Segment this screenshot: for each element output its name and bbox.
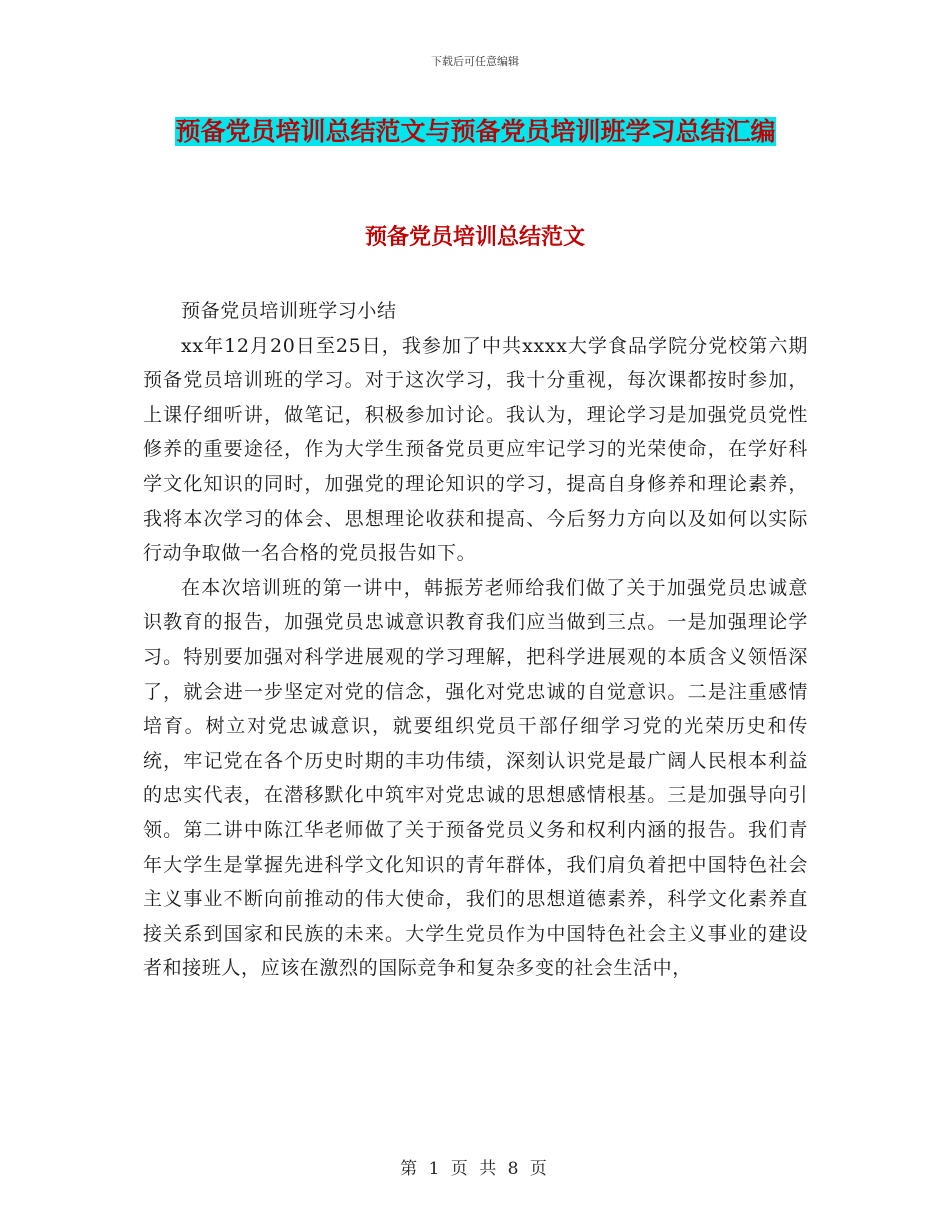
paragraph: 预备党员培训班学习小结 <box>181 300 397 322</box>
section-title: 预备党员培训总结范文 <box>364 225 585 250</box>
page-header-note: 下载后可任意编辑 <box>431 55 519 68</box>
paragraph: xx年12月20日至25日，我参加了中共xxxx大学食品学院分党校第六期预备党员培训班的学习。对于这次学习，我十分重视，每次课都按时参加，上课仔细听讲，做笔记，积极参加讨论。我认为，理论学习是加强党员党性修养的重要途径，作为大学生预备党员更应牢记学习的光荣使命，在学好科学文化知识的同时，加强党的理论知识的学习，提高自身修养和理论素养，我将本次学习的体会、思想理论收获和提高、今后努力方向以及如何以实际行动争取做一名合格的党员报告如下。 <box>143 334 808 565</box>
main-title-text: 预备党员培训总结范文与预备党员培训班学习总结汇编 <box>175 117 776 146</box>
document-main-title <box>143 110 808 154</box>
page-footer-pagination: 第 1 页 共 8 页 <box>400 1159 550 1179</box>
paragraph: 在本次培训班的第一讲中，韩振芳老师给我们做了关于加强党员忠诚意识教育的报告，加强党员忠诚意识教育我们应当做到三点。一是加强理论学习。特别要加强对科学进展观的学习理解，把科学进展观的本质含义领悟深了，就会进一步坚定对党的信念，强化对党忠诚的自觉意识。二是注重感情培育。树立对党忠诚意识，就要组织党员干部仔细学习党的光荣历史和传统，牢记党在各个历史时期的丰功伟绩，深刻认识党是最广阔人民根本利益的忠实代表，在潜移默化中筑牢对党忠诚的思想感情根基。三是加强导向引领。第二讲中陈江华老师做了关于预备党员义务和权利内涵的报告。我们青年大学生是掌握先进科学文化知识的青年群体，我们肩负着把中国特色社会主义事业不断向前推动的伟大使命，我们的思想道德素养，科学文化素养直接关系到国家和民族的未来。大学生党员作为中国特色社会主义事业的建设者和接班人，应该在激烈的国际竞争和复杂多变的社会生活中， <box>143 576 808 980</box>
document-body <box>143 294 808 986</box>
